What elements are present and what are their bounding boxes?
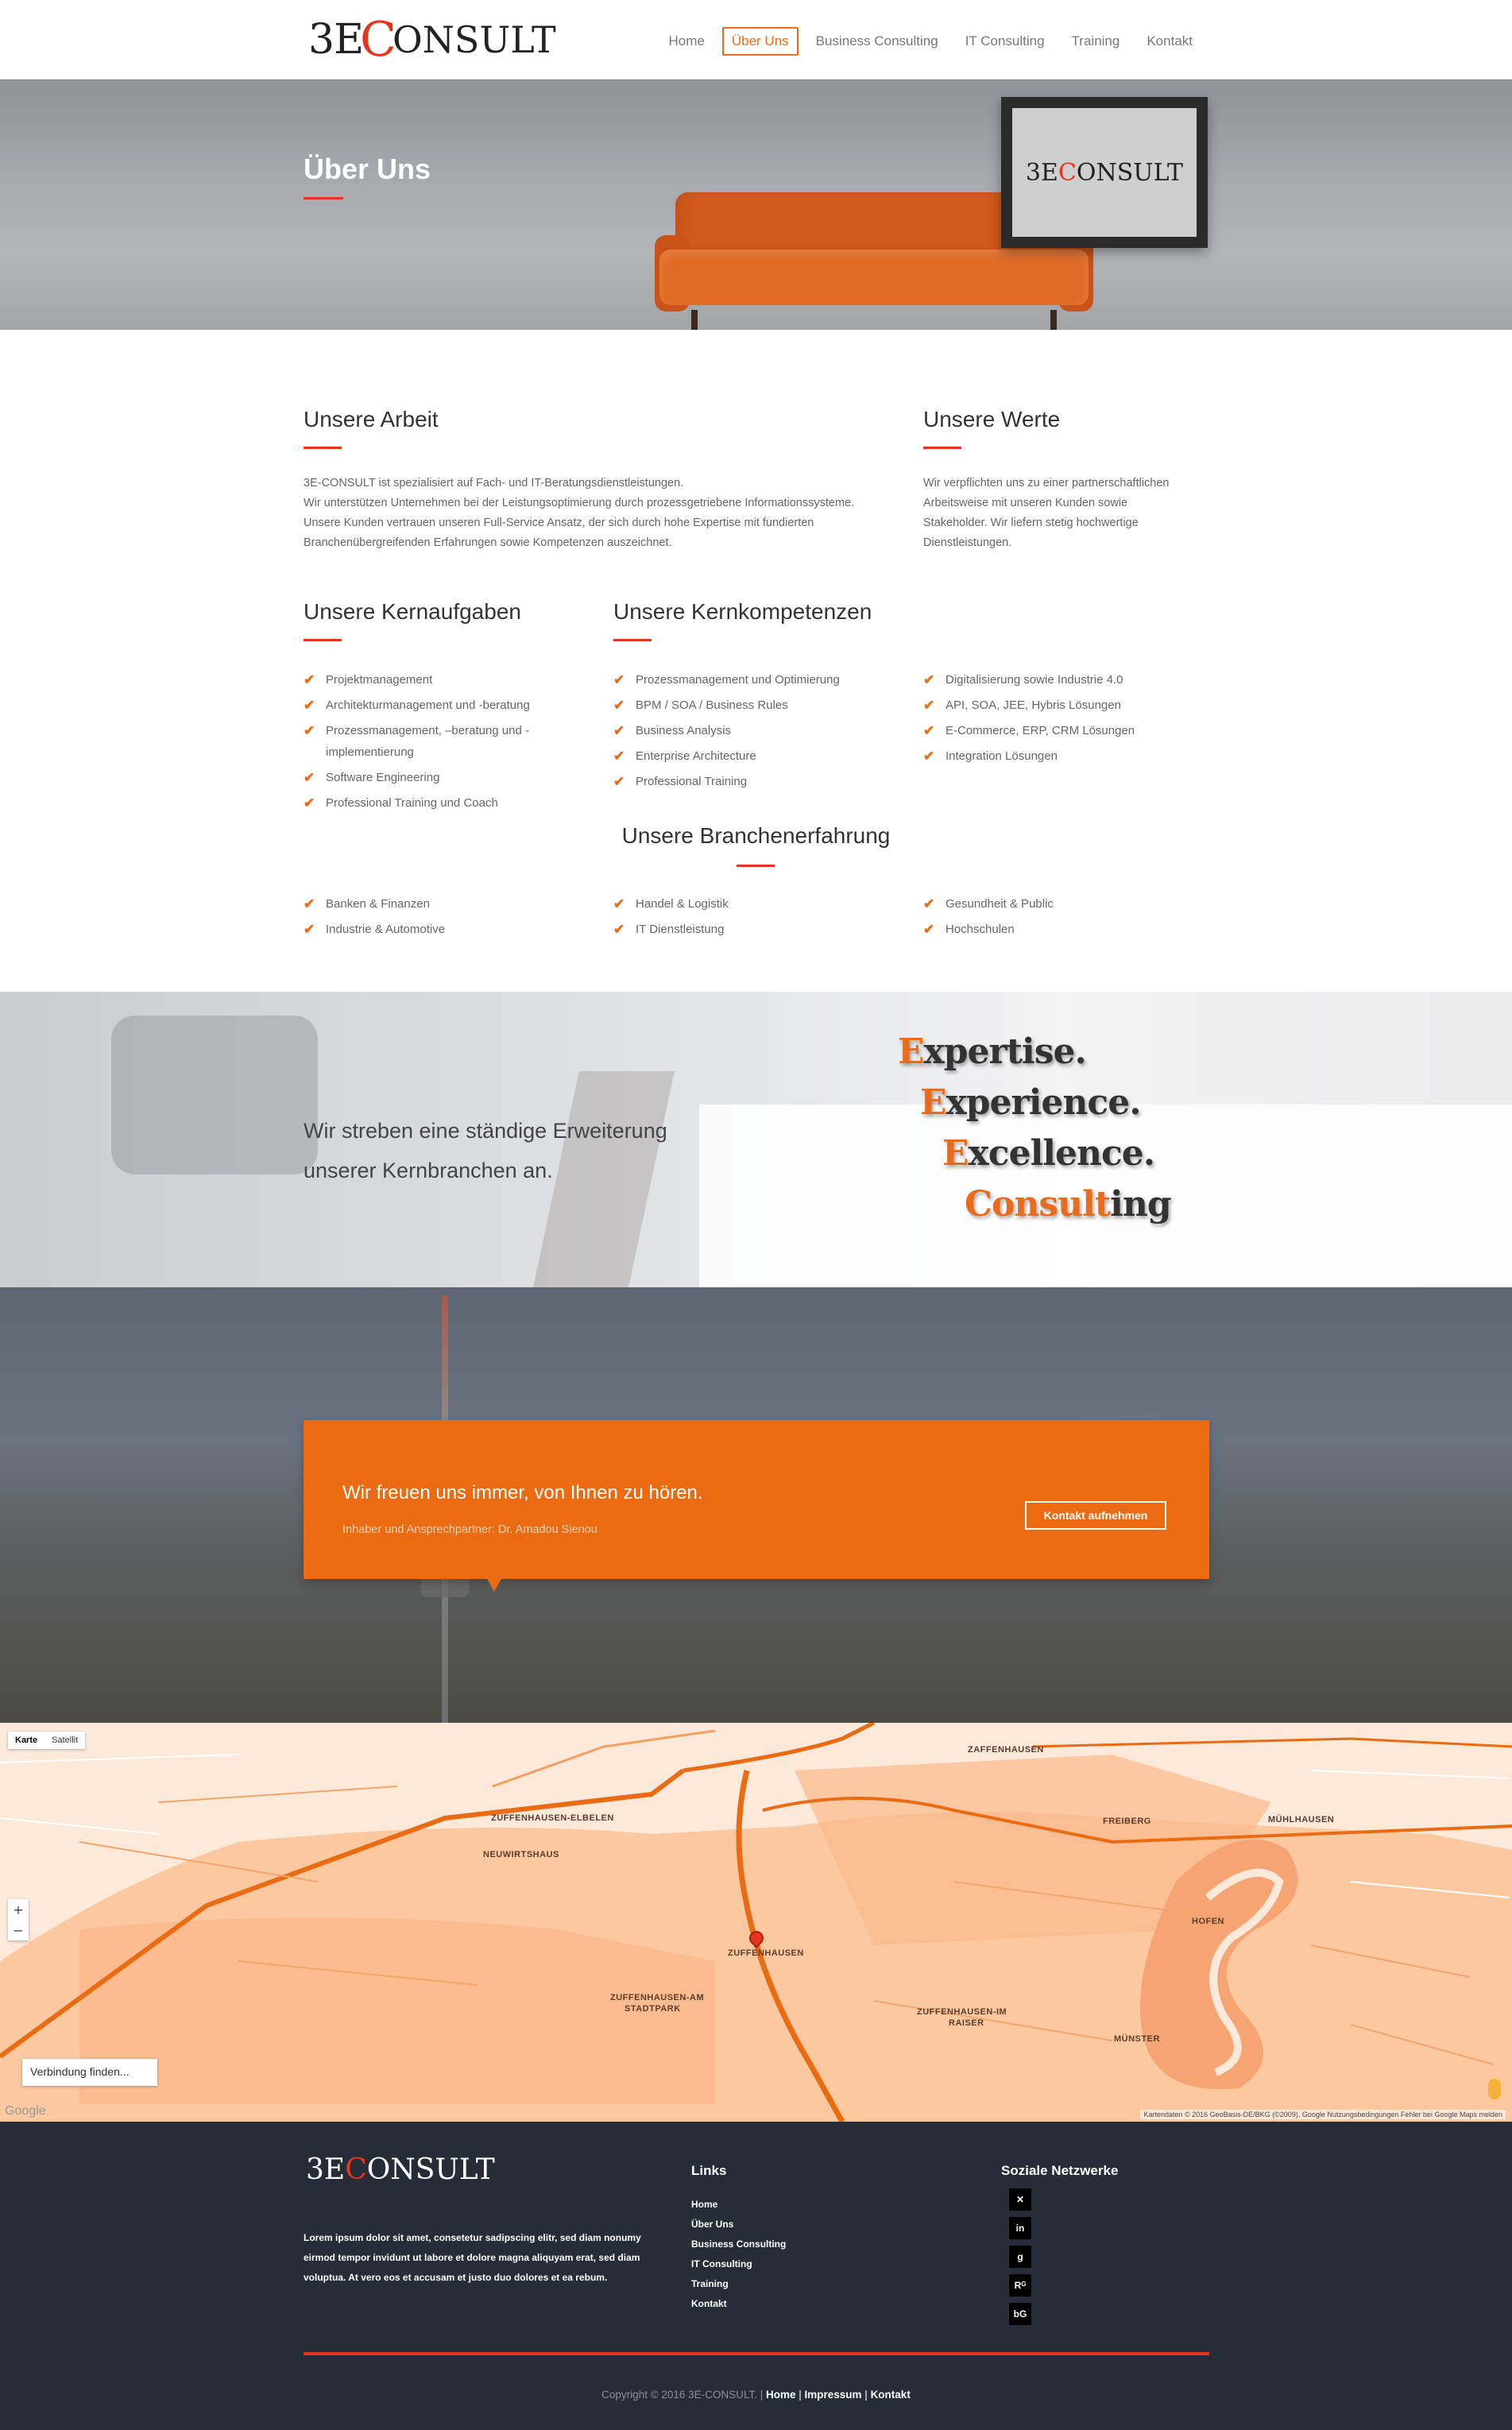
list-item-text: Business Analysis: [636, 724, 732, 737]
slogan-line: [898, 1031, 1086, 1072]
cta-title: Wir freuen uns immer, von Ihnen zu hören.: [342, 1482, 703, 1503]
check-icon: ✔: [923, 723, 935, 738]
slogan-line: [965, 1184, 1171, 1225]
werte-line: Dienstleistungen.: [923, 536, 1012, 549]
map-label: FREIBERG: [1103, 1817, 1151, 1826]
kernaufgaben-list: [304, 669, 566, 818]
footer-link-it-consulting[interactable]: IT Consulting: [691, 2258, 752, 2269]
check-icon: ✔: [613, 774, 625, 789]
list-item: [923, 669, 1209, 691]
social-icons: [1009, 2188, 1031, 2325]
footer-links: [691, 2195, 786, 2314]
nav-home[interactable]: Home: [668, 33, 705, 48]
google-logo: Google: [5, 2104, 46, 2118]
werte-line: Stakeholder. Wir liefern stetig hochwertige: [923, 517, 1139, 529]
check-icon: ✔: [304, 672, 315, 687]
arbeit-line: Unsere Kunden vertrauen unseren Full-Service Ansatz, der sich durch hohe Expertise mit fundierten: [304, 517, 814, 529]
slogan-first: E: [898, 1031, 924, 1072]
footer-logo[interactable]: [306, 2153, 495, 2186]
footer-link-kontakt[interactable]: Kontakt: [691, 2298, 727, 2309]
list-item: [304, 720, 566, 763]
branchen-list-1: [304, 893, 566, 944]
list-item: [613, 720, 907, 741]
banner-text: [304, 1111, 748, 1190]
xing-icon[interactable]: ✕: [1009, 2188, 1031, 2211]
list-item-text: Software Engineering: [326, 771, 440, 784]
nav-business-consulting[interactable]: Business Consulting: [815, 33, 938, 48]
check-icon: ✔: [613, 896, 625, 911]
footer-social-heading: Soziale Netzwerke: [1001, 2163, 1119, 2178]
frame-logo-rest: ONSULT: [1076, 158, 1184, 187]
researchgate-icon[interactable]: Rᴳ: [1009, 2274, 1031, 2297]
check-icon: ✔: [304, 896, 315, 911]
list-item-text: BPM / SOA / Business Rules: [636, 698, 788, 712]
arbeit-text: [304, 474, 907, 553]
contact-callout: [304, 1420, 1209, 1579]
list-item: [304, 792, 566, 814]
check-icon: ✔: [304, 723, 315, 738]
map-label: ZAFFENHAUSEN: [968, 1745, 1044, 1755]
list-item: [304, 767, 566, 788]
list-item: [613, 919, 907, 940]
slogan-first: E: [942, 1133, 969, 1174]
bg-icon[interactable]: bG: [1009, 2303, 1031, 2325]
street-view-pegman-icon[interactable]: [1488, 2079, 1501, 2099]
zoom-out-button[interactable]: −: [13, 1922, 24, 1938]
check-icon: ✔: [923, 698, 935, 713]
zoom-in-button[interactable]: +: [13, 1902, 24, 1917]
map-label: MÜNSTER: [1114, 2034, 1160, 2044]
werte-title-bar: [923, 447, 961, 449]
frame-logo-prefix: 3E: [1025, 158, 1058, 187]
list-item: [923, 745, 1209, 767]
list-item-text: Digitalisierung sowie Industrie 4.0: [945, 673, 1123, 687]
google-map[interactable]: [0, 1723, 1512, 2122]
linkedin-icon[interactable]: in: [1009, 2217, 1031, 2239]
logo-rest: ONSULT: [392, 18, 556, 61]
banner-line: Wir streben eine ständige Erweiterung: [304, 1119, 667, 1143]
check-icon: ✔: [613, 723, 625, 738]
map-attribution[interactable]: Kartendaten © 2016 GeoBasis-DE/BKG (©2009), Google Nutzungsbedingungen Fehler bei Google Maps melden: [1140, 2110, 1506, 2119]
check-icon: ✔: [923, 672, 935, 687]
list-item: [304, 669, 566, 691]
list-item-text: Enterprise Architecture: [636, 749, 756, 763]
map-type-control: [8, 1732, 85, 1749]
slogan-line: [920, 1082, 1141, 1123]
branchen-list-2: [613, 893, 907, 944]
map-canvas: [0, 1723, 1512, 2122]
list-item: [923, 720, 1209, 741]
list-item: [613, 669, 907, 691]
arbeit-title: Unsere Arbeit: [304, 407, 439, 431]
check-icon: ✔: [304, 770, 315, 785]
arbeit-line: Wir unterstützen Unternehmen bei der Leistungsoptimierung durch prozessgetriebene Informationssysteme.: [304, 497, 855, 509]
list-item-text: Architekturmanagement und -beratung: [326, 698, 530, 712]
map-label: STADTPARK: [625, 2004, 681, 2014]
map-label: HOFEN: [1192, 1917, 1224, 1926]
arbeit-line: 3E-CONSULT ist spezialisiert auf Fach- und IT-Beratungsdienstleistungen.: [304, 477, 684, 489]
footer-divider: [304, 2352, 1209, 2355]
list-item: [613, 695, 907, 716]
check-icon: ✔: [613, 672, 625, 687]
check-icon: ✔: [304, 795, 315, 811]
footer-link-home[interactable]: Home: [691, 2199, 718, 2210]
copyright-text: Copyright © 2016 3E-CONSULT. |: [601, 2389, 764, 2401]
map-label: ZUFFENHAUSEN: [728, 1948, 804, 1958]
footer-links-heading: Links: [691, 2163, 727, 2178]
list-item-text: API, SOA, JEE, Hybris Lösungen: [945, 698, 1121, 712]
branchen-list-3: [923, 893, 1209, 944]
check-icon: ✔: [613, 698, 625, 713]
list-item: [923, 919, 1209, 940]
site-logo[interactable]: [308, 12, 556, 68]
list-item-text: Prozessmanagement, –beratung und -implementierung: [326, 724, 529, 759]
slogan-rest: xpertise.: [923, 1031, 1086, 1072]
map-type-karte[interactable]: Karte: [15, 1735, 38, 1745]
logo-c: C: [360, 12, 396, 68]
zoom-control: [8, 1899, 29, 1941]
check-icon: ✔: [923, 922, 935, 937]
main-nav: [659, 27, 1202, 56]
list-item-text: Professional Training: [636, 775, 748, 788]
check-icon: ✔: [923, 749, 935, 764]
kernkompetenzen-list-2: [923, 669, 1209, 771]
contact-button[interactable]: Kontakt aufnehmen: [1025, 1501, 1166, 1530]
city-background: [0, 1287, 1512, 1723]
map-label: RAISER: [949, 2018, 984, 2028]
list-item-text: Hochschulen: [945, 923, 1015, 936]
branchen-title-bar: [737, 865, 775, 867]
office-banner: [0, 992, 1512, 1287]
title-underline: [304, 197, 343, 199]
banner-line: unserer Kernbranchen an.: [304, 1159, 553, 1182]
footer-logo-rest: ONSULT: [366, 2153, 495, 2186]
list-item-text: Banken & Finanzen: [326, 897, 430, 911]
kernkompetenzen-title: Unsere Kernkompetenzen: [613, 599, 872, 624]
werte-line: Arbeitsweise mit unseren Kunden sowie: [923, 497, 1128, 509]
arbeit-line: Branchenübergreifenden Erfahrungen sowie Kompetenzen auszeichnet.: [304, 536, 672, 549]
map-label: ZUFFENHAUSEN-IM: [917, 2007, 1007, 2017]
nav-training[interactable]: Training: [1071, 33, 1120, 48]
check-icon: ✔: [304, 922, 315, 937]
kernkompetenzen-list-1: [613, 669, 907, 796]
list-item: [304, 893, 566, 915]
map-type-satellit[interactable]: Satellit: [52, 1735, 79, 1745]
slogan-rest: xperience.: [945, 1082, 1141, 1123]
list-item-text: Professional Training und Coach: [326, 796, 498, 810]
route-input[interactable]: Verbindung finden...: [22, 2059, 157, 2086]
nav-it-consulting[interactable]: IT Consulting: [965, 33, 1045, 48]
kernkompetenzen-title-bar: [613, 639, 652, 641]
site-footer: [0, 2122, 1512, 2430]
kernaufgaben-title-bar: [304, 639, 342, 641]
nav-kontakt[interactable]: Kontakt: [1147, 33, 1193, 48]
slogan-line: [942, 1133, 1154, 1174]
cta-subtitle: Inhaber und Ansprechpartner: Dr. Amadou Sienou: [342, 1523, 597, 1536]
footer-link-business-consulting[interactable]: Business Consulting: [691, 2238, 787, 2250]
map-label: ZUFFENHAUSEN-AM: [610, 1993, 705, 2002]
slogan-first: E: [920, 1082, 946, 1123]
slogan-rest: ing: [1110, 1184, 1171, 1225]
werte-line: Wir verpflichten uns zu einer partnerschaftlichen: [923, 477, 1170, 489]
page-title: Über Uns: [304, 153, 431, 185]
copyright: [0, 2389, 1512, 2401]
list-item: [923, 695, 1209, 716]
list-item-text: Industrie & Automotive: [326, 923, 446, 936]
copyright-link-impressum[interactable]: Impressum: [804, 2389, 862, 2401]
map-label: ZUFFENHAUSEN-ELBELEN: [491, 1813, 614, 1823]
werte-text: [923, 474, 1209, 553]
footer-logo-prefix: 3E: [306, 2153, 346, 2186]
list-item: [613, 745, 907, 767]
copyright-link-home[interactable]: Home: [765, 2389, 796, 2401]
arbeit-title-bar: [304, 447, 342, 449]
nav-ueber-uns[interactable]: Über Uns: [722, 27, 799, 56]
copyright-link-kontakt[interactable]: Kontakt: [870, 2389, 911, 2401]
logo-prefix: 3E: [308, 16, 364, 64]
list-item-text: Projektmanagement: [326, 673, 433, 687]
frame-logo-c: C: [1058, 158, 1077, 187]
list-item: [613, 771, 907, 792]
google-plus-icon[interactable]: g: [1009, 2246, 1031, 2268]
list-item-text: Handel & Logistik: [636, 897, 729, 911]
list-item: [304, 919, 566, 940]
check-icon: ✔: [923, 896, 935, 911]
list-item: [923, 893, 1209, 915]
separator: |: [861, 2389, 871, 2401]
check-icon: ✔: [613, 922, 625, 937]
slogan-first: Consult: [965, 1184, 1111, 1225]
map-label: MÜHLHAUSEN: [1268, 1815, 1335, 1824]
check-icon: ✔: [304, 698, 315, 713]
footer-text: Lorem ipsum dolor sit amet, consetetur sadipscing elitr, sed diam nonumy eirmod tempor invidunt ut labore et dolore magna aliquyam erat, sed diam voluptua. At vero eos et accusam et justo duo dolores et ea rebum.: [304, 2232, 641, 2283]
list-item: [613, 893, 907, 915]
check-icon: ✔: [613, 749, 625, 764]
separator: |: [795, 2389, 805, 2401]
list-item-text: Integration Lösungen: [945, 749, 1058, 763]
list-item-text: E-Commerce, ERP, CRM Lösungen: [945, 724, 1135, 737]
hero-banner: [0, 79, 1512, 330]
footer-logo-c: C: [345, 2153, 367, 2186]
branchen-title: Unsere Branchenerfahrung: [621, 823, 891, 848]
list-item: [304, 695, 566, 716]
footer-link-ueber-uns[interactable]: Über Uns: [691, 2219, 734, 2230]
footer-link-training[interactable]: Training: [691, 2278, 729, 2289]
map-label: NEUWIRTSHAUS: [483, 1850, 559, 1859]
list-item-text: IT Dienstleistung: [636, 923, 725, 936]
werte-title: Unsere Werte: [923, 407, 1061, 431]
list-item-text: Prozessmanagement und Optimierung: [636, 673, 840, 687]
slogan-rest: xcellence.: [968, 1133, 1155, 1174]
site-header: [0, 0, 1512, 79]
framed-logo-image: [1001, 97, 1208, 248]
list-item-text: Gesundheit & Public: [945, 897, 1054, 911]
kernaufgaben-title: Unsere Kernaufgaben: [304, 599, 521, 624]
